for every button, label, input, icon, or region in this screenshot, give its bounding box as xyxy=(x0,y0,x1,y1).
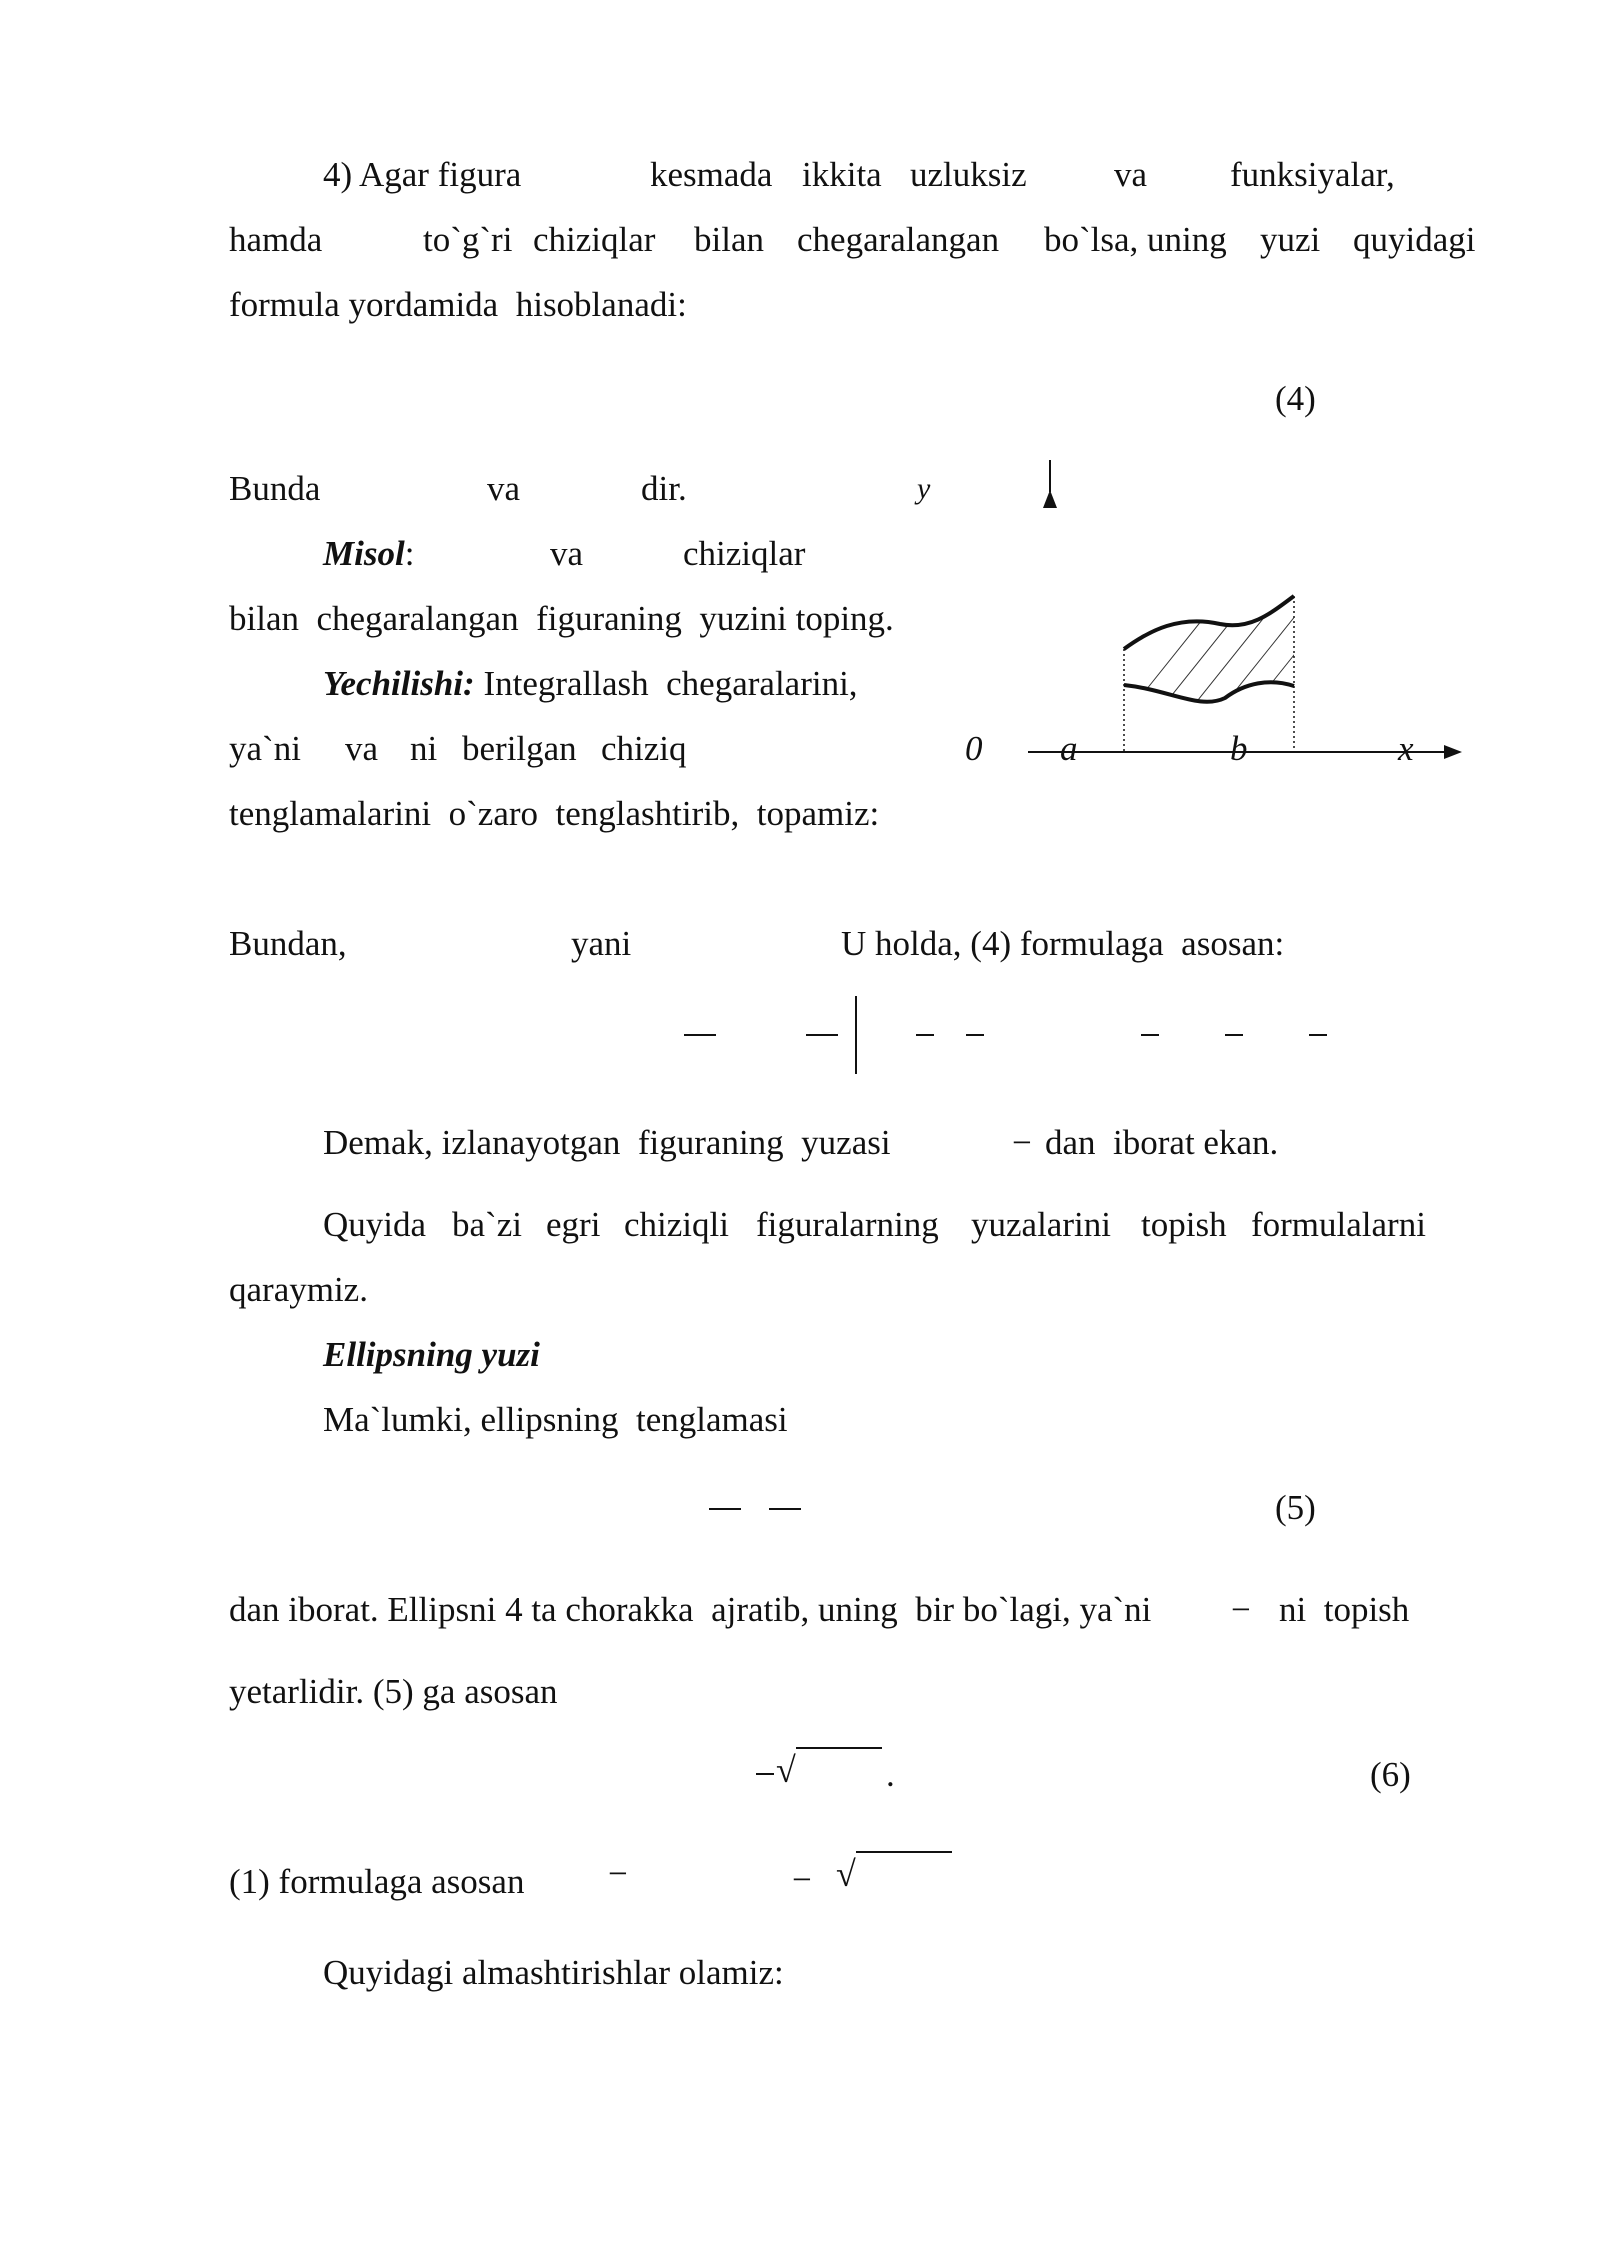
quyida-word: chiziqli xyxy=(624,1205,729,1244)
dan-iborat-minus: − xyxy=(1231,1590,1251,1629)
fraction-bar xyxy=(966,1034,984,1036)
bundan-rest: U holda, (4) formulaga asosan: xyxy=(841,924,1285,963)
yechilishi-word: ya`ni xyxy=(229,729,301,768)
upper-curve xyxy=(1124,596,1294,649)
bundan-yani: yani xyxy=(571,924,632,963)
sqrt-sign: √ xyxy=(776,1750,796,1790)
misol-label: Misol: xyxy=(323,534,415,573)
yechilishi-line1: Yechilishi: Integrallash chegaralarini, xyxy=(323,664,858,703)
quyida-word: egri xyxy=(546,1205,601,1244)
para4-line2-word: to`g`ri xyxy=(423,220,513,259)
yechilishi-word: chiziq xyxy=(601,729,687,768)
yechilishi-word: va xyxy=(345,729,379,768)
para4-line1-word: va xyxy=(1114,155,1148,194)
malumki-text: Ma`lumki, ellipsning tenglamasi xyxy=(323,1400,788,1439)
sqrt-sign: √ xyxy=(836,1854,856,1894)
bunda-text: Bunda xyxy=(229,469,321,508)
equation-number-4: (4) xyxy=(1275,379,1316,418)
y-axis-arrow xyxy=(1043,490,1057,508)
demak-text-end: dan iborat ekan. xyxy=(1045,1123,1279,1162)
demak-minus: − xyxy=(1012,1123,1032,1162)
equation-number-6: (6) xyxy=(1370,1755,1411,1794)
yechilishi-word: berilgan xyxy=(462,729,577,768)
para4-line2-word: yuzi xyxy=(1260,220,1321,259)
bunda-dir: dir. xyxy=(641,469,687,508)
yetarlidir-text: yetarlidir. (5) ga asosan xyxy=(229,1672,558,1711)
para4-line2-word: quyidagi xyxy=(1353,220,1476,259)
fraction-bar xyxy=(684,1034,716,1036)
quyida-word: ba`zi xyxy=(452,1205,522,1244)
sqrt-overline xyxy=(796,1747,882,1749)
yechilishi-line3: tenglamalarini o`zaro tenglashtirib, topamiz: xyxy=(229,794,880,833)
para4-line2-word: chegaralangan xyxy=(797,220,1000,259)
fraction-bar xyxy=(1141,1034,1159,1036)
bundan-text: Bundan, xyxy=(229,924,347,963)
graph-b-label: b xyxy=(1230,729,1248,768)
misol-va: va xyxy=(550,534,584,573)
para4-line2-word: chiziqlar xyxy=(533,220,656,259)
area-graph xyxy=(910,460,1470,820)
formula1-minus: − xyxy=(792,1860,812,1899)
graph-y-label: y xyxy=(917,472,931,505)
fraction-bar xyxy=(1225,1034,1243,1036)
graph-a-label: a xyxy=(1060,729,1078,768)
formula1-text: (1) formulaga asosan xyxy=(229,1862,525,1901)
fraction-bar xyxy=(769,1508,801,1510)
eq6-dot: . xyxy=(886,1755,895,1794)
quyida-line2: qaraymiz. xyxy=(229,1270,368,1309)
sqrt-overline xyxy=(856,1851,952,1853)
fraction-bar xyxy=(916,1034,934,1036)
para4-line1-word: kesmada xyxy=(650,155,773,194)
para4-line1-word: ikkita xyxy=(802,155,882,194)
para4-line1-end: funksiyalar, xyxy=(1230,155,1395,194)
ellipse-heading: Ellipsning yuzi xyxy=(323,1335,540,1374)
para4-line2-word: hamda xyxy=(229,220,323,259)
dan-iborat-end: ni topish xyxy=(1279,1590,1410,1629)
fraction-bar xyxy=(806,1034,838,1036)
evaluation-bar xyxy=(855,996,857,1074)
quyidagi-text: Quyidagi almashtirishlar olamiz: xyxy=(323,1953,784,1992)
fraction-bar xyxy=(709,1508,741,1510)
para4-line1-word: uzluksiz xyxy=(910,155,1027,194)
misol-chiziqlar: chiziqlar xyxy=(683,534,806,573)
para4-line3: formula yordamida hisoblanadi: xyxy=(229,285,687,324)
misol-line2: bilan chegaralangan figuraning yuzini toping. xyxy=(229,599,894,638)
para4-line2-word: bo`lsa, xyxy=(1044,220,1139,259)
demak-text: Demak, izlanayotgan figuraning yuzasi xyxy=(323,1123,891,1162)
graph-x-label: x xyxy=(1398,729,1414,768)
quyida-word: topish xyxy=(1141,1205,1227,1244)
quyida-word: Quyida xyxy=(323,1205,427,1244)
bunda-va: va xyxy=(487,469,521,508)
fraction-bar xyxy=(1309,1034,1327,1036)
para4-line2-word: uning xyxy=(1147,220,1227,259)
para4-line2-word: bilan xyxy=(694,220,764,259)
x-axis-arrow xyxy=(1444,745,1462,759)
fraction-bar xyxy=(756,1773,774,1775)
quyida-word: yuzalarini xyxy=(971,1205,1111,1244)
quyida-word: figuralarning xyxy=(756,1205,939,1244)
quyida-word: formulalarni xyxy=(1251,1205,1426,1244)
yechilishi-word: ni xyxy=(410,729,438,768)
graph-origin-label: 0 xyxy=(965,729,983,768)
formula1-minus: − xyxy=(608,1854,628,1893)
para4-line1-start: 4) Agar figura xyxy=(323,155,522,194)
dan-iborat-text: dan iborat. Ellipsni 4 ta chorakka ajratib, uning bir bo`lagi, ya`ni xyxy=(229,1590,1152,1629)
equation-number-5: (5) xyxy=(1275,1488,1316,1527)
